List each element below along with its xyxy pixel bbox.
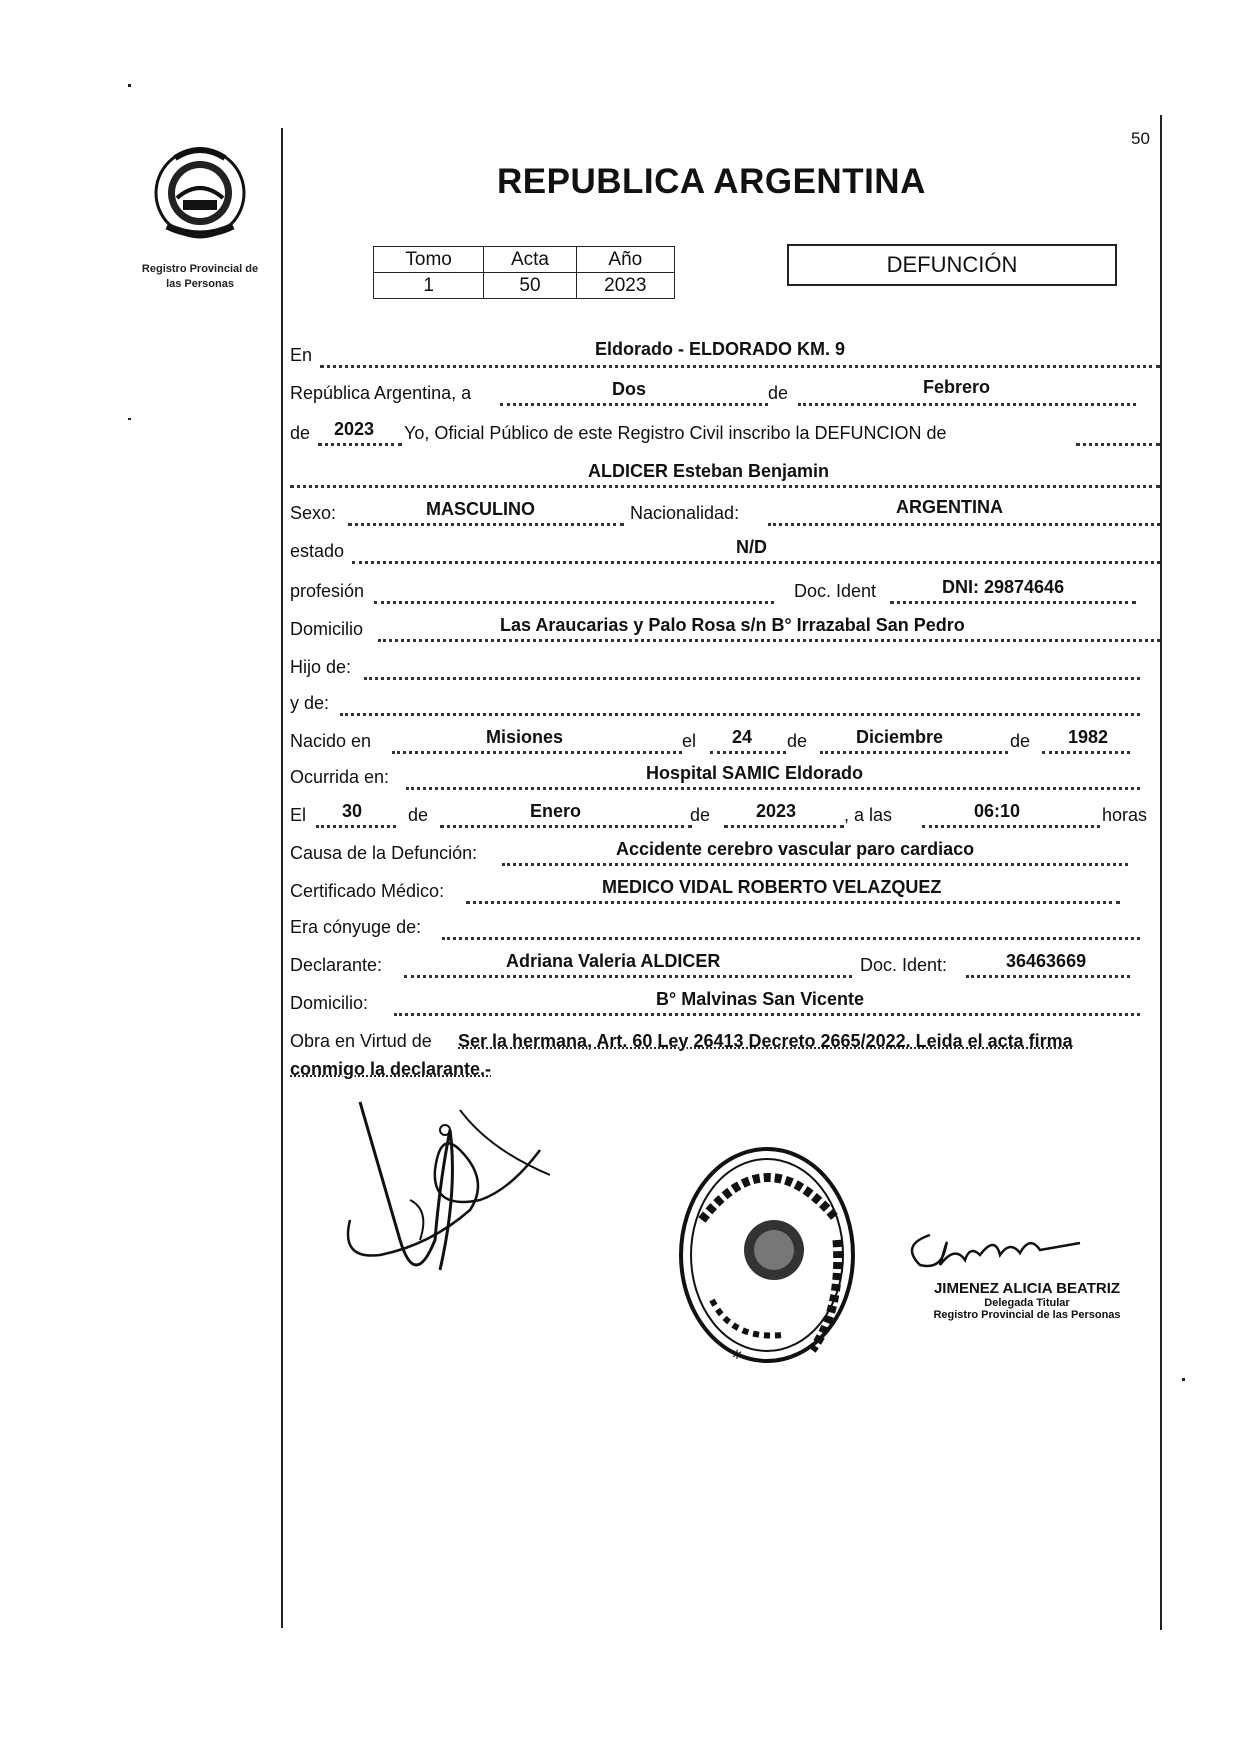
causa-value: Accidente cerebro vascular paro cardiaco xyxy=(616,839,975,859)
dotted-line xyxy=(316,825,396,828)
record-header-tomo: Tomo xyxy=(374,247,484,273)
profesion-label: profesión xyxy=(290,581,365,601)
birth-day: 24 xyxy=(732,727,753,747)
dotted-line xyxy=(724,825,844,828)
dotted-line xyxy=(966,975,1130,978)
row-en xyxy=(290,340,1162,370)
obra-value-line1: Ser la hermana, Art. 60 Ley 26413 Decreto 2665/2022. Leida el acta firma xyxy=(458,1031,1073,1051)
dotted-line xyxy=(374,601,774,604)
en-label: En xyxy=(290,345,313,365)
dotted-line xyxy=(922,825,1100,828)
row-oficial xyxy=(290,418,1162,448)
dotted-line xyxy=(318,443,402,446)
declarant-signature xyxy=(340,1090,550,1300)
certificado-label: Certificado Médico: xyxy=(290,881,445,901)
dotted-line xyxy=(394,1013,1140,1016)
dotted-line xyxy=(378,639,1160,642)
registry-label-line1: Registro Provincial de xyxy=(141,263,259,275)
registry-seal xyxy=(145,138,255,248)
official-role: Delegada Titular xyxy=(984,1297,1070,1309)
estado-value: N/D xyxy=(736,537,767,557)
official-office: Registro Provincial de las Personas xyxy=(933,1309,1121,1321)
dotted-line xyxy=(502,863,1128,866)
doc-label: Doc. Ident xyxy=(794,581,877,601)
dotted-line xyxy=(320,365,1160,368)
row-obra xyxy=(290,1026,1162,1056)
official-block xyxy=(912,1280,1142,1321)
row-fecha-inscripcion xyxy=(290,378,1162,408)
ocurrida-label: Ocurrida en: xyxy=(290,767,390,787)
row-obra-2 xyxy=(290,1054,1162,1084)
causa-label: Causa de la Defunción: xyxy=(290,843,478,863)
row-domicilio xyxy=(290,614,1162,644)
dotted-line xyxy=(404,975,852,978)
obra-label: Obra en Virtud de xyxy=(290,1031,432,1051)
domicilio2-label: Domicilio: xyxy=(290,993,369,1013)
row-yde xyxy=(290,688,1162,718)
yde-label: y de: xyxy=(290,693,330,713)
dotted-line xyxy=(1076,443,1160,446)
estado-label: estado xyxy=(290,541,345,561)
record-value-acta: 50 xyxy=(484,273,576,299)
domicilio-value: Las Araucarias y Palo Rosa s/n B° Irrazabal San Pedro xyxy=(500,615,965,635)
row-deceased-name xyxy=(290,460,1162,490)
dotted-line xyxy=(820,751,1008,754)
obra-value-line2: conmigo la declarante.- xyxy=(290,1059,492,1079)
row-fecha-defuncion xyxy=(290,800,1162,830)
nacido-value: Misiones xyxy=(486,727,564,747)
declarante-label: Declarante: xyxy=(290,955,383,975)
page-number: 50 xyxy=(1131,129,1150,148)
nacido-label: Nacido en xyxy=(290,731,372,751)
month-word: Febrero xyxy=(923,377,991,397)
dotted-line xyxy=(768,523,1160,526)
en-value: Eldorado - ELDORADO KM. 9 xyxy=(595,339,846,359)
death-year: 2023 xyxy=(756,801,797,821)
stamp-icon xyxy=(672,1140,862,1380)
doc-value: DNI: 29874646 xyxy=(942,577,1065,597)
record-header-acta: Acta xyxy=(484,247,576,273)
row-nacimiento xyxy=(290,726,1162,756)
certificado-value: MEDICO VIDAL ROBERTO VELAZQUEZ xyxy=(602,877,942,897)
dotted-line xyxy=(290,485,1160,488)
dotted-line xyxy=(500,403,768,406)
birth-de-label: de xyxy=(787,731,808,751)
official-text: Yo, Oficial Público de este Registro Civil inscribo la DEFUNCION de xyxy=(404,423,947,443)
scan-mark xyxy=(1182,1378,1185,1381)
signature-icon xyxy=(340,1090,550,1300)
row-hijo xyxy=(290,652,1162,682)
birth-month: Diciembre xyxy=(856,727,944,747)
birth-de2-label: de xyxy=(1010,731,1031,751)
death-de-label: de xyxy=(408,805,429,825)
dotted-line xyxy=(364,677,1140,680)
scan-mark xyxy=(128,84,131,87)
dotted-line xyxy=(442,937,1140,940)
row-sexo xyxy=(290,498,1162,528)
deceased-name: ALDICER Esteban Benjamin xyxy=(588,461,830,481)
row-estado xyxy=(290,536,1162,566)
death-el-label: El xyxy=(290,805,307,825)
record-table xyxy=(373,246,675,299)
record-header-ano: Año xyxy=(576,247,674,273)
record-value-ano: 2023 xyxy=(576,273,674,299)
ocurrida-value: Hospital SAMIC Eldorado xyxy=(646,763,864,783)
declarante-doc-label: Doc. Ident: xyxy=(860,955,948,975)
page-title: REPUBLICA ARGENTINA xyxy=(497,162,926,201)
dotted-line xyxy=(1042,751,1130,754)
dotted-line xyxy=(340,713,1140,716)
alas-label: , a las xyxy=(844,805,893,825)
year-value: 2023 xyxy=(334,419,375,439)
row-ocurrida xyxy=(290,762,1162,792)
el-label: el xyxy=(682,731,697,751)
hijo-label: Hijo de: xyxy=(290,657,352,677)
de-label: de xyxy=(768,383,789,403)
row-domicilio-declarante xyxy=(290,988,1162,1018)
death-time: 06:10 xyxy=(974,801,1021,821)
official-signature xyxy=(900,1225,1100,1275)
scan-mark xyxy=(128,418,131,420)
nacionalidad-value: ARGENTINA xyxy=(896,497,1003,517)
dotted-line xyxy=(406,787,1140,790)
row-profesion xyxy=(290,576,1162,606)
domicilio2-value: B° Malvinas San Vicente xyxy=(656,989,864,1009)
row-declarante xyxy=(290,950,1162,980)
conyuge-label: Era cónyuge de: xyxy=(290,917,422,937)
dotted-line xyxy=(798,403,1136,406)
horas-label: horas xyxy=(1102,805,1148,825)
svg-text:*: * xyxy=(732,1346,742,1370)
declarante-doc-value: 36463669 xyxy=(1006,951,1087,971)
rep-label: República Argentina, a xyxy=(290,383,472,403)
misiones-seal-icon xyxy=(145,138,255,248)
death-day: 30 xyxy=(342,801,363,821)
registry-label-line2: las Personas xyxy=(166,278,234,290)
sexo-value: MASCULINO xyxy=(426,499,535,519)
death-de2-label: de xyxy=(690,805,711,825)
official-name: JIMENEZ ALICIA BEATRIZ xyxy=(933,1280,1121,1297)
row-certificado xyxy=(290,876,1162,906)
dotted-line xyxy=(890,601,1136,604)
dotted-line xyxy=(440,825,692,828)
domicilio-label: Domicilio xyxy=(290,619,364,639)
sexo-label: Sexo: xyxy=(290,503,337,523)
record-value-tomo: 1 xyxy=(374,273,484,299)
row-causa xyxy=(290,838,1162,868)
birth-year: 1982 xyxy=(1068,727,1109,747)
nacionalidad-label: Nacionalidad: xyxy=(630,503,740,523)
record-type-box: DEFUNCIÓN xyxy=(787,244,1117,286)
dotted-line xyxy=(710,751,786,754)
dotted-line xyxy=(392,751,682,754)
dotted-line xyxy=(348,523,624,526)
de2-label: de xyxy=(290,423,311,443)
declarante-value: Adriana Valeria ALDICER xyxy=(506,951,721,971)
dotted-line xyxy=(466,901,1120,904)
registry-stamp xyxy=(672,1140,862,1380)
dotted-line xyxy=(352,561,1160,564)
signature-icon xyxy=(900,1225,1100,1275)
registry-label xyxy=(120,262,280,292)
death-month: Enero xyxy=(530,801,582,821)
day-word: Dos xyxy=(612,379,647,399)
row-conyuge xyxy=(290,912,1162,942)
left-margin-line xyxy=(281,128,283,1628)
